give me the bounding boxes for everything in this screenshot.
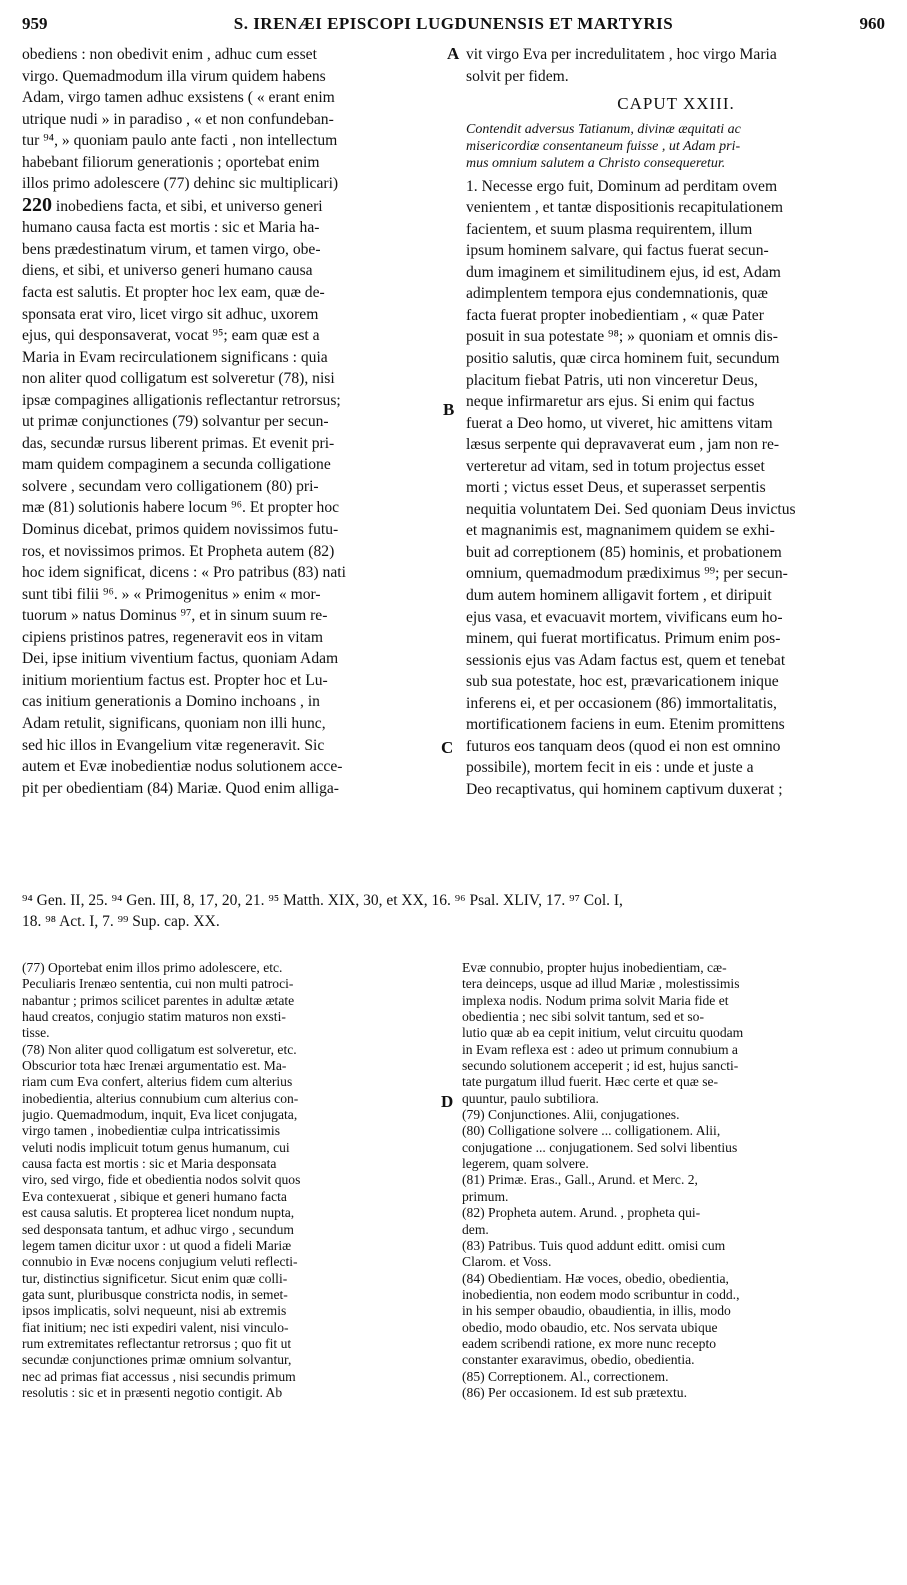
- note-line: (78) Non aliter quod colligatum est solveretur, etc.: [22, 1041, 297, 1057]
- text-line: bens prædestinatum virum, et tamen virgo, obe-: [22, 240, 321, 258]
- text-line: morti ; victus esset Deus, et superasset serpentis: [466, 479, 766, 497]
- note-line: in his semper obaudio, obaudientia, in illis, modo: [462, 1303, 731, 1319]
- text-line: facientem, et suum plasma requirentem, illum: [466, 220, 753, 238]
- text-line: fuerat a Deo homo, ut viveret, hic amittens vitam: [466, 414, 773, 432]
- note-line: (79) Conjunctiones. Alii, conjugationes.: [462, 1107, 680, 1123]
- note-line: sed desponsata tantum, et adhuc virgo , secundum: [22, 1221, 294, 1237]
- note-line: (77) Oportebat enim illos primo adolescere, etc.: [22, 960, 283, 975]
- note-line: secundo solutionem acceperit ; id est, hujus sancti-: [462, 1058, 739, 1074]
- text-line: tur ⁹⁴, » quoniam paulo ante facti , non intellectum: [22, 132, 338, 150]
- text-line: sessionis ejus vas Adam factus est, quem et tenebat: [466, 651, 786, 669]
- text-line: ipsum hominem salvare, qui factus fuerat secun-: [466, 242, 769, 260]
- text-line: venientem , et tantæ dispositionis recapitulationem: [466, 199, 784, 217]
- reference-line: ⁹⁴ Gen. II, 25. ⁹⁴ Gen. III, 8, 17, 20, 21. ⁹⁵ Matth. XIX, 30, et XX, 16. ⁹⁶ Psal. XLIV, 17. ⁹⁷ Col. I,: [22, 892, 623, 909]
- left-page-number: 959: [22, 14, 48, 33]
- text-line: sponsata erat viro, licet virgo sit adhuc, uxorem: [22, 305, 319, 323]
- text-line: neque infirmaretur ars ejus. Si enim qui factus: [466, 393, 755, 411]
- text-line: cas initium generationis a Domino inchoans , in: [22, 693, 320, 711]
- text-line: omnium, quemadmodum prædiximus ⁹⁹; per secun-: [466, 565, 788, 583]
- note-line: (86) Per occasionem. Id est sub prætextu.: [462, 1384, 688, 1400]
- note-line: secundæ conjunctiones primæ omnium solvantur,: [22, 1352, 292, 1368]
- text-line: buit ad correptionem (85) hominis, et probationem: [466, 543, 782, 561]
- text-line: vit virgo Eva per incredulitatem , hoc virgo Maria: [466, 46, 777, 63]
- text-line: Dominus dicebat, primos quidem novissimos futu-: [22, 521, 339, 539]
- footnotes-right-column: [462, 960, 886, 1401]
- running-title: S. IRENÆI EPISCOPI LUGDUNENSIS ET MARTYRIS: [233, 14, 674, 33]
- note-line: gata sunt, pluribusque constricta nodis, in semet-: [22, 1286, 288, 1302]
- left-text-column: [22, 44, 440, 799]
- chapter-opening: [466, 44, 886, 87]
- text-line: diens, et sibi, et universo generi humano causa: [22, 262, 313, 280]
- note-line: primum.: [462, 1188, 509, 1204]
- margin-letter-a: A: [447, 44, 460, 63]
- summary-line: misericordiæ consentaneum fuisse , ut Adam pri-: [466, 138, 741, 154]
- text-line: solvere , secundam vero colligationem (80) pri-: [22, 477, 319, 495]
- text-line: Adam retulit, significans, quoniam non illi hunc,: [22, 714, 326, 732]
- note-line: nec ad primas fiat accessus , nisi secundis primum: [22, 1368, 296, 1384]
- text-line: autem et Evæ inobedientiæ nodus solutionem acce-: [22, 758, 343, 776]
- text-line: habebant filiorum generationis ; oportebat enim: [22, 153, 320, 171]
- text-line: Adam, virgo tamen adhuc exsistens ( « erant enim: [22, 89, 335, 107]
- text-line: facta est salutis. Et propter hoc lex eam, quæ de-: [22, 284, 325, 302]
- text-line: sub sua potestate, hoc est, prævaricationem inique: [466, 673, 779, 691]
- chapter-heading: CAPUT XXIII.: [617, 94, 735, 114]
- folio-marker: 220: [22, 194, 52, 216]
- note-line: tate purgatum illud fuerit. Hæc certe et quæ se-: [462, 1074, 719, 1090]
- text-line: non aliter quod colligatum est solveretur (78), nisi: [22, 370, 335, 388]
- note-line: (80) Colligatione solvere ... colligationem. Alii,: [462, 1123, 721, 1139]
- text-line: læsus serpente qui depravaverat eum , jam non re-: [466, 436, 780, 454]
- note-line: legerem, quam solvere.: [462, 1156, 589, 1172]
- text-line: facta fuerat propter inobedientiam , « quæ Pater: [466, 306, 764, 324]
- text-line: possibile), mortem fecit in eis : unde et juste a: [466, 759, 754, 777]
- text-line: ros, et novissimos primos. Et Propheta autem (82): [22, 542, 335, 560]
- note-line: in Evam reflexa est : adeo ut primum connubium a: [462, 1041, 738, 1057]
- text-line: obediens : non obedivit enim , adhuc cum esset: [22, 46, 317, 63]
- note-line: Peculiaris Irenæo sententia, cui non multi patroci-: [22, 976, 294, 992]
- text-line: mæ (81) solutionis habere locum ⁹⁶. Et propter hoc: [22, 499, 340, 517]
- text-line: futuros eos tanquam deos (quod ei non est omnino: [466, 737, 781, 755]
- summary-line: mus omnium salutem a Christo consequeretur.: [466, 155, 726, 171]
- text-line: ipsæ compagines alligationis reflectantur retrorsus;: [22, 391, 341, 409]
- running-header: [22, 14, 885, 40]
- text-line: ut primæ conjunctiones (79) solvantur per secun-: [22, 413, 329, 431]
- note-line: virgo tamen , inobedientiæ culpa intricatissimis: [22, 1123, 280, 1139]
- reference-line: 18. ⁹⁸ Act. I, 7. ⁹⁹ Sup. cap. XX.: [22, 913, 220, 930]
- note-line: lutio quæ ab ea cepit initium, velut circuitu quodam: [462, 1025, 744, 1041]
- note-line: nabantur ; primos scilicet parentes in adultæ ætate: [22, 992, 295, 1008]
- chapter-summary: [466, 121, 886, 172]
- note-line: (82) Propheta autem. Arund. , propheta qui-: [462, 1205, 701, 1221]
- note-line: obedientia ; nec sibi solvit tantum, sed et so-: [462, 1009, 704, 1025]
- note-line: legem tamen dicitur uxor : ut quod a fideli Mariæ: [22, 1237, 292, 1253]
- chapter-body: [466, 176, 886, 801]
- text-line: utrique nudi » in paradiso , « et non confundeban-: [22, 110, 334, 128]
- text-line: mortificationem faciens in eum. Etenim promittens: [466, 716, 785, 734]
- note-line: inobedientia, non eodem modo scribuntur in codd.,: [462, 1286, 740, 1302]
- note-line: (83) Patribus. Tuis quod addunt editt. omisi cum: [462, 1237, 726, 1253]
- note-line: (85) Correptionem. Al., correctionem.: [462, 1368, 669, 1384]
- text-line: humano causa facta est mortis : sic et Maria ha-: [22, 219, 320, 237]
- text-line: Deo recaptivatus, qui hominem captivum duxerat ;: [466, 780, 783, 798]
- text-line: minem, qui fuerat mortificatus. Primum enim pos-: [466, 630, 781, 648]
- text-line: et magnanimis est, magnanimem quidem se exhi-: [466, 522, 775, 540]
- text-line: hoc idem significat, dicens : « Pro patribus (83) nati: [22, 564, 346, 582]
- text-line: ejus vasa, et evacuavit mortem, vivificans eum ho-: [466, 608, 783, 626]
- text-line: cipiens pristinos patres, regeneravit eos in vitam: [22, 628, 323, 646]
- note-line: implexa nodis. Nodum prima solvit Maria fide et: [462, 992, 729, 1008]
- text-line: nequitia voluntatem Dei. Sed quoniam Deus invictus: [466, 500, 796, 518]
- text-line: illos primo adolescere (77) dehinc sic multiplicari): [22, 175, 339, 193]
- text-line: Maria in Evam recirculationem significans : quia: [22, 348, 328, 366]
- note-line: Eva contexuerat , sibique et generi humano facta: [22, 1188, 287, 1204]
- note-line: (84) Obedientiam. Hæ voces, obedio, obedientia,: [462, 1270, 729, 1286]
- text-line: virgo. Quemadmodum illa virum quidem habens: [22, 67, 326, 85]
- note-line: veluti nodis implicuit totum genus humanum, cui: [22, 1139, 290, 1155]
- note-line: riam cum Eva confert, alterius fidem cum alterius: [22, 1074, 293, 1090]
- margin-letter-d: D: [441, 1092, 454, 1111]
- scripture-references: [22, 890, 886, 932]
- note-line: ipsos implicatis, solvi nequeunt, nisi ab extremis: [22, 1303, 287, 1319]
- text-line: initium morientium factus est. Propter hoc et Lu-: [22, 671, 328, 689]
- note-line: conjugatione ... conjugationem. Sed solvi libentius: [462, 1139, 738, 1155]
- right-page-number: 960: [859, 14, 885, 33]
- text-line: sunt tibi filii ⁹⁶. » « Primogenitus » enim « mor-: [22, 585, 321, 603]
- text-line: Dei, ipse initium viventium factus, quoniam Adam: [22, 650, 339, 668]
- note-line: tur, distinctius significetur. Sicut enim quæ colli-: [22, 1270, 288, 1286]
- note-line: tisse.: [22, 1025, 50, 1041]
- note-line: constanter exaravimus, obedio, obedientia.: [462, 1352, 695, 1368]
- text-line: ejus, qui desponsaverat, vocat ⁹⁵; eam quæ est a: [22, 327, 320, 345]
- text-line: pit per obedientiam (84) Mariæ. Quod enim alliga-: [22, 779, 339, 797]
- text-line: adimplentem tempora ejus condemnationis, quæ: [466, 285, 768, 303]
- text-line: dum autem hominem alligavit fortem , et diripuit: [466, 587, 772, 605]
- note-line: Evæ connubio, propter hujus inobedientiam, cæ-: [462, 960, 727, 975]
- right-text-column: [466, 44, 886, 801]
- text-line: dum imaginem et similitudinem ejus, id est, Adam: [466, 263, 781, 281]
- note-line: dem.: [462, 1221, 489, 1237]
- text-line: das, secundæ rursus liberent primas. Et evenit pri-: [22, 434, 335, 452]
- note-line: quuntur, paulo subtiliora.: [462, 1090, 599, 1106]
- text-line: solvit per fidem.: [466, 67, 569, 85]
- text-line: verteretur ad vitam, sed in totum projectus esset: [466, 457, 765, 475]
- note-line: obedio, modo obaudio, etc. Nos servata ubique: [462, 1319, 718, 1335]
- note-line: viro, sed virgo, fide et obedientia nodos solvit quos: [22, 1172, 301, 1188]
- note-line: rum extremitates reflectantur retrorsus ; quo fit ut: [22, 1335, 292, 1351]
- margin-letter-b: B: [443, 400, 455, 419]
- margin-letter-c: C: [441, 738, 454, 757]
- text-line: mam quidem compaginem a secunda colligatione: [22, 456, 331, 474]
- note-line: causa facta est mortis : sic et Maria desponsata: [22, 1156, 277, 1172]
- summary-line: Contendit adversus Tatianum, divinæ æquitati ac: [466, 121, 741, 137]
- note-line: jugio. Quemadmodum, inquit, Eva licet conjugata,: [22, 1107, 298, 1123]
- note-line: inobedientia, alterius connubium cum alterius con-: [22, 1090, 299, 1106]
- text-line: posuit in sua potestate ⁹⁸; » quoniam et omnis dis-: [466, 328, 778, 346]
- text-line: positio salutis, quæ circa hominem fuit, secundum: [466, 350, 780, 368]
- text-line: tuorum » natus Dominus ⁹⁷, et in sinum suum re-: [22, 607, 328, 625]
- text-line: placitum fiebat Patris, uti non vinceretur Deus,: [466, 371, 758, 389]
- note-line: haud creatos, conjugio statim maturos non exsti-: [22, 1009, 286, 1025]
- note-line: eadem scribendi ratione, ex more nunc recepto: [462, 1335, 717, 1351]
- text-line: sed hic illos in Evangelium vitæ regeneravit. Sic: [22, 736, 325, 754]
- note-line: resolutis : sic et in præsenti negotio contigit. Ab: [22, 1384, 283, 1400]
- note-line: Obscurior tota hæc Irenæi argumentatio est. Ma-: [22, 1058, 287, 1074]
- text-line: 1. Necesse ergo fuit, Dominum ad perditam ovem: [466, 177, 778, 195]
- note-line: est causa salutis. Et propterea licet nondum nupta,: [22, 1205, 295, 1221]
- note-line: connubio in Evæ nocens conjugium veluti reflecti-: [22, 1254, 298, 1270]
- note-line: (81) Primæ. Eras., Gall., Arund. et Merc. 2,: [462, 1172, 698, 1188]
- note-line: tera deinceps, usque ad illud Mariæ , molestissimis: [462, 976, 740, 992]
- note-line: fiat initium; nec isti expediri valent, nisi vinculo-: [22, 1319, 289, 1335]
- note-line: Clarom. et Voss.: [462, 1254, 552, 1270]
- text-line: inferens ei, et per occasionem (86) immortalitatis,: [466, 694, 777, 712]
- text-line-content: inobediens facta, et sibi, et universo generi: [55, 197, 323, 215]
- text-line: [22, 195, 440, 218]
- footnotes-left-column: [22, 960, 440, 1401]
